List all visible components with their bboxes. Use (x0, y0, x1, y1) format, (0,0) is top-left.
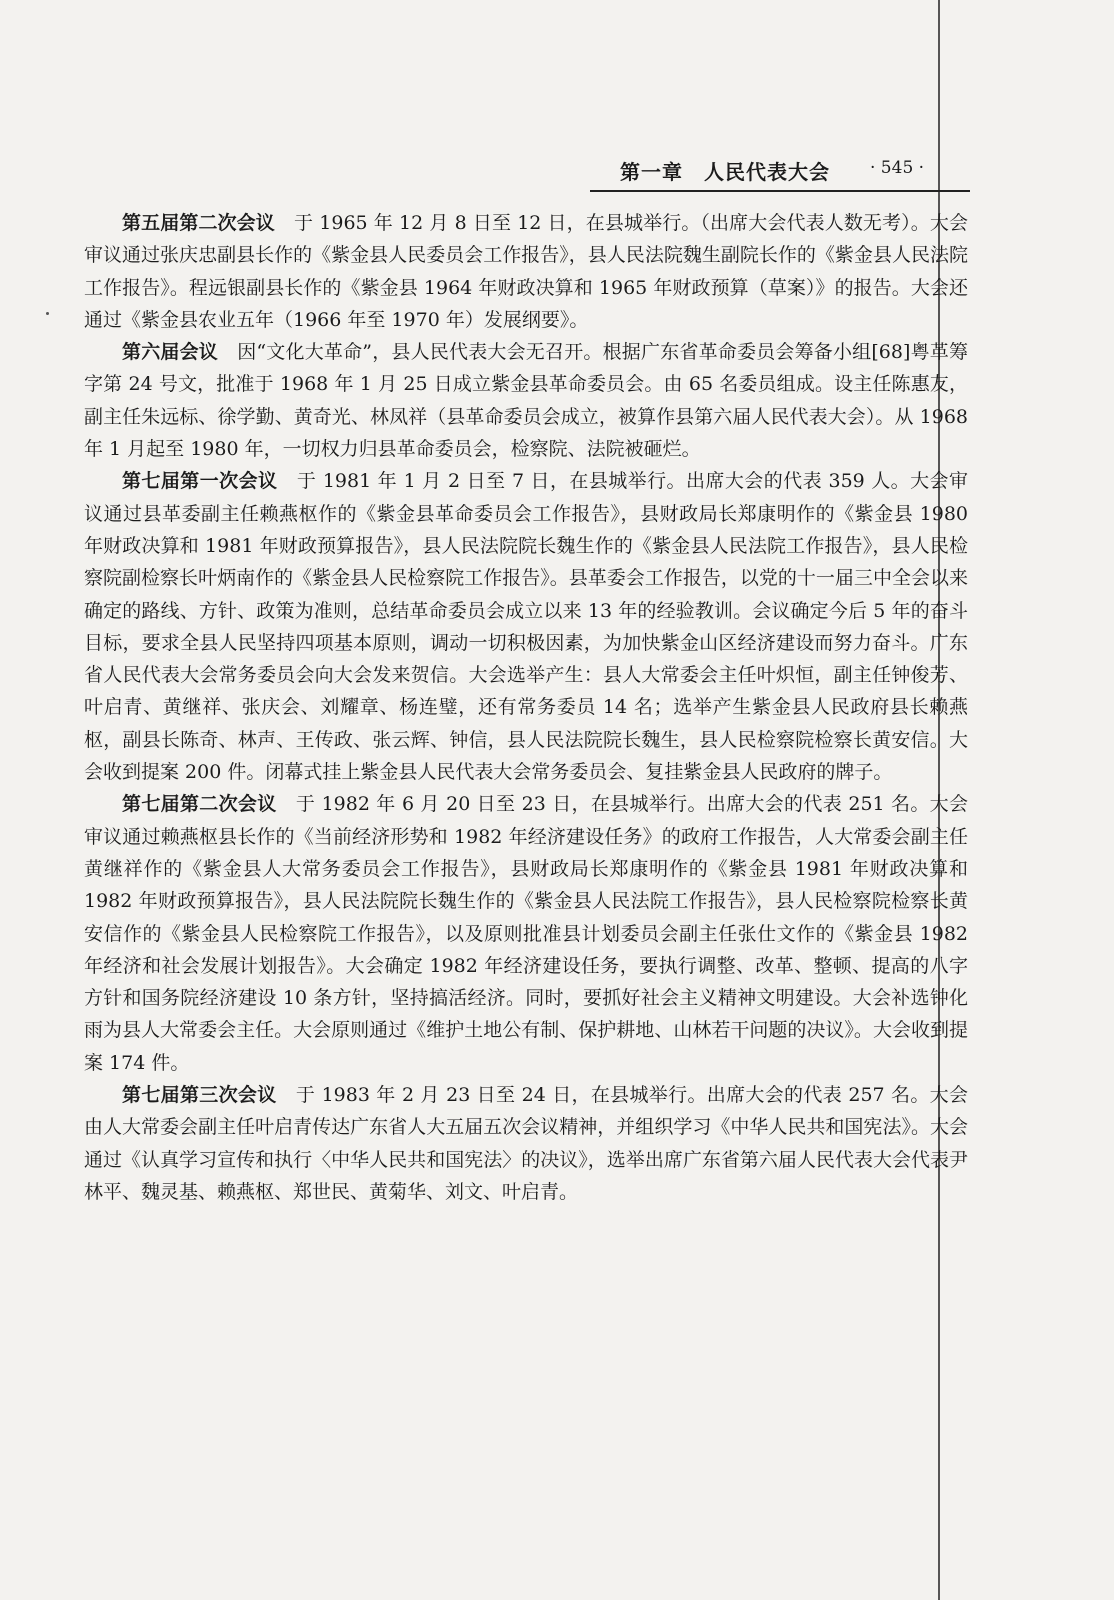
paragraph-text: 因“文化大革命”，县人民代表大会无召开。根据广东省革命委员会筹备小组[68]粤革筹字第 24 号文，批准于 1968 年 1 月 25 日成立紫金县革命委员会。由 65 名委员组成。设主任陈惠友，副主任朱远标、徐学勤、黄奇光、林凤祥（县革命委员会成立，被算作县第六届人民代表大会）。从 1968 年 1 月起至 1980 年，一切权力归县革命委员会，检察院、法院被砸烂。 (84, 341, 968, 461)
paragraph-session-7-3 (84, 1079, 968, 1208)
paragraph-session-7-2 (84, 788, 968, 1079)
paragraph-heading: 第七届第二次会议 (122, 793, 277, 816)
paragraph-heading: 第七届第三次会议 (122, 1084, 277, 1107)
body-text (84, 207, 968, 1208)
paragraph-heading: 第七届第一次会议 (122, 470, 278, 493)
header-rule (590, 190, 970, 192)
paragraph-session-6 (84, 336, 968, 465)
paragraph-text: 于 1981 年 1 月 2 日至 7 日，在县城举行。出席大会的代表 359 人。大会审议通过县革委副主任赖燕枢作的《紫金县革命委员会工作报告》，县财政局长郑康明作的《紫金县 1980 年财政决算和 1981 年财政预算报告》，县人民法院院长魏生作的《紫金县人民法院工作报告》，县人民检察院副检察长叶炳南作的《紫金县人民检察院工作报告》。县革委会工作报告，以党的十一届三中全会以来确定的路线、方针、政策为准则，总结革命委员会成立以来 13 年的经验教训。会议确定今后 5 年的奋斗目标，要求全县人民坚持四项基本原则，调动一切积极因素，为加快紫金山区经济建设而努力奋斗。广东省人民代表大会常务委员会向大会发来贺信。大会选举产生：县人大常委会主任叶炽恒，副主任钟俊芳、叶启青、黄继祥、张庆会、刘耀章、杨连璧，还有常务委员 14 名；选举产生紫金县人民政府县长赖燕枢，副县长陈奇、林声、王传政、张云辉、钟信，县人民法院院长魏生，县人民检察院检察长黄安信。大会收到提案 200 件。闭幕式挂上紫金县人民代表大会常务委员会、复挂紫金县人民政府的牌子。 (84, 470, 968, 784)
scan-speck (46, 312, 49, 315)
paragraph-text: 于 1983 年 2 月 23 日至 24 日，在县城举行。出席大会的代表 257 名。大会由人大常委会副主任叶启青传达广东省人大五届五次会议精神，并组织学习《中华人民共和国宪法》。大会通过《认真学习宣传和执行〈中华人民共和国宪法〉的决议》，选举出席广东省第六届人民代表大会代表尹林平、魏灵基、赖燕枢、郑世民、黄菊华、刘文、叶启青。 (84, 1084, 968, 1203)
paragraph-text: 于 1965 年 12 月 8 日至 12 日，在县城举行。（出席大会代表人数无考）。大会审议通过张庆忠副县长作的《紫金县人民委员会工作报告》，县人民法院魏生副院长作的《紫金县人民法院工作报告》。程远银副县长作的《紫金县 1964 年财政决算和 1965 年财政预算（草案）》的报告。大会还通过《紫金县农业五年（1966 年至 1970 年）发展纲要》。 (84, 212, 968, 331)
paragraph-heading: 第六届会议 (122, 341, 218, 364)
chapter-title: 第一章 人民代表大会 (620, 160, 830, 184)
paragraph-heading: 第五届第二次会议 (122, 212, 275, 234)
paragraph-text: 于 1982 年 6 月 20 日至 23 日，在县城举行。出席大会的代表 251 名。大会审议通过赖燕枢县长作的《当前经济形势和 1982 年经济建设任务》的政府工作报告，人大常委会副主任黄继祥作的《紫金县人大常务委员会工作报告》，县财政局长郑康明作的《紫金县 1981 年财政决算和 1982 年财政预算报告》，县人民法院院长魏生作的《紫金县人民法院工作报告》，县人民检察院检察长黄安信作的《紫金县人民检察院工作报告》，以及原则批准县计划委员会副主任张仕文作的《紫金县 1982 年经济和社会发展计划报告》。大会确定 1982 年经济建设任务，要执行调整、改革、整顿、提高的八字方针和国务院经济建设 10 条方针，坚持搞活经济。同时，要抓好社会主义精神文明建设。大会补选钟化雨为县人大常委会主任。大会原则通过《维护土地公有制、保护耕地、山林若干问题的决议》。大会收到提案 174 件。 (84, 793, 968, 1074)
paragraph-session-7-1 (84, 465, 968, 788)
page-number: · 545 · (870, 158, 925, 178)
paragraph-session-5-2 (84, 207, 968, 336)
running-header (590, 154, 970, 190)
